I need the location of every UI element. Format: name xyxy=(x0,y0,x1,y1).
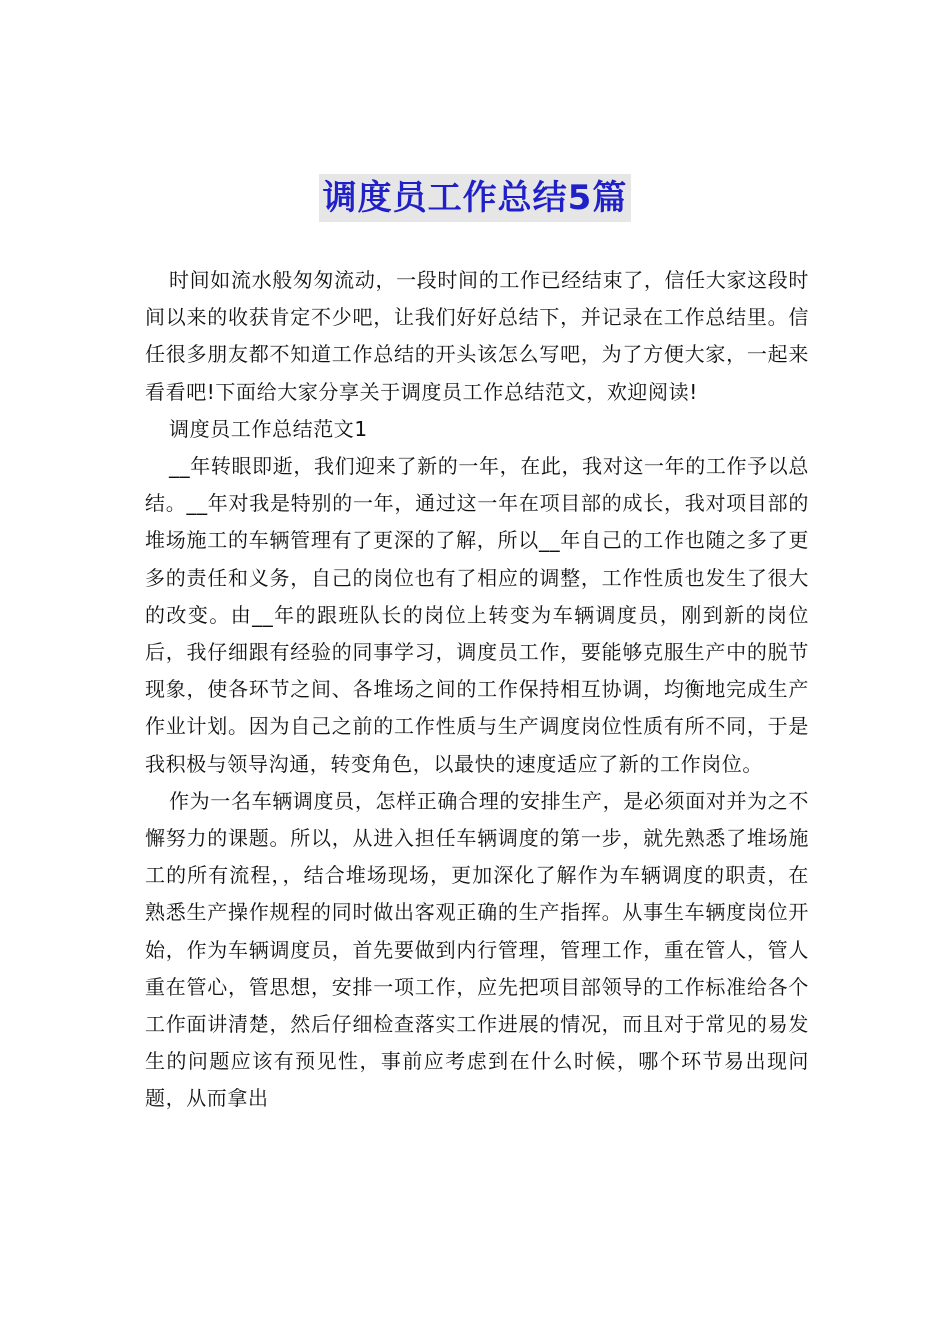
body-paragraph-1: __年转眼即逝，我们迎来了新的一年，在此，我对这一年的工作予以总结。__年对我是特别的一年，通过这一年在项目部的成长，我对项目部的堆场施工的车辆管理有了更深的了解，所以__年自己的工作也随之多了更多的责任和义务，自己的岗位也有了相应的调整，工作性质也发生了很大的改变。由__年的跟班队长的岗位上转变为车辆调度员，刚到新的岗位后，我仔细跟有经验的同事学习，调度员工作，要能够克服生产中的脱节现象，使各环节之间、各堆场之间的工作保持相互协调，均衡地完成生产作业计划。因为自己之前的工作性质与生产调度岗位性质有所不同，于是我积极与领导沟通，转变角色，以最快的速度适应了新的工作岗位。 xyxy=(145,454,809,776)
document-body xyxy=(145,262,809,1118)
title-wrap xyxy=(0,174,950,222)
intro-paragraph: 时间如流水般匆匆流动，一段时间的工作已经结束了，信任大家这段时间以来的收获肯定不少吧，让我们好好总结下，并记录在工作总结里。信任很多朋友都不知道工作总结的开头该怎么写吧，为了方便大家，一起来看看吧!下面给大家分享关于调度员工作总结范文，欢迎阅读! xyxy=(145,268,809,404)
section-heading: 调度员工作总结范文1 xyxy=(169,416,368,441)
body-paragraph-2: 作为一名车辆调度员，怎样正确合理的安排生产，是必须面对并为之不懈努力的课题。所以，从进入担任车辆调度的第一步，就先熟悉了堆场施工的所有流程，，结合堆场现场，更加深化了解作为车辆调度的职责，在熟悉生产操作规程的同时做出客观正确的生产指挥。从事生车辆度岗位开始，作为车辆调度员，首先要做到内行管理，管理工作，重在管人，管人重在管心，管思想，安排一项工作，应先把项目部领导的工作标准给各个工作面讲清楚，然后仔细检查落实工作进展的情况，而且对于常见的易发生的问题应该有预见性，事前应考虑到在什么时候，哪个环节易出现问题，从而拿出 xyxy=(145,788,809,1111)
document-title: 调度员工作总结5篇 xyxy=(319,174,632,222)
